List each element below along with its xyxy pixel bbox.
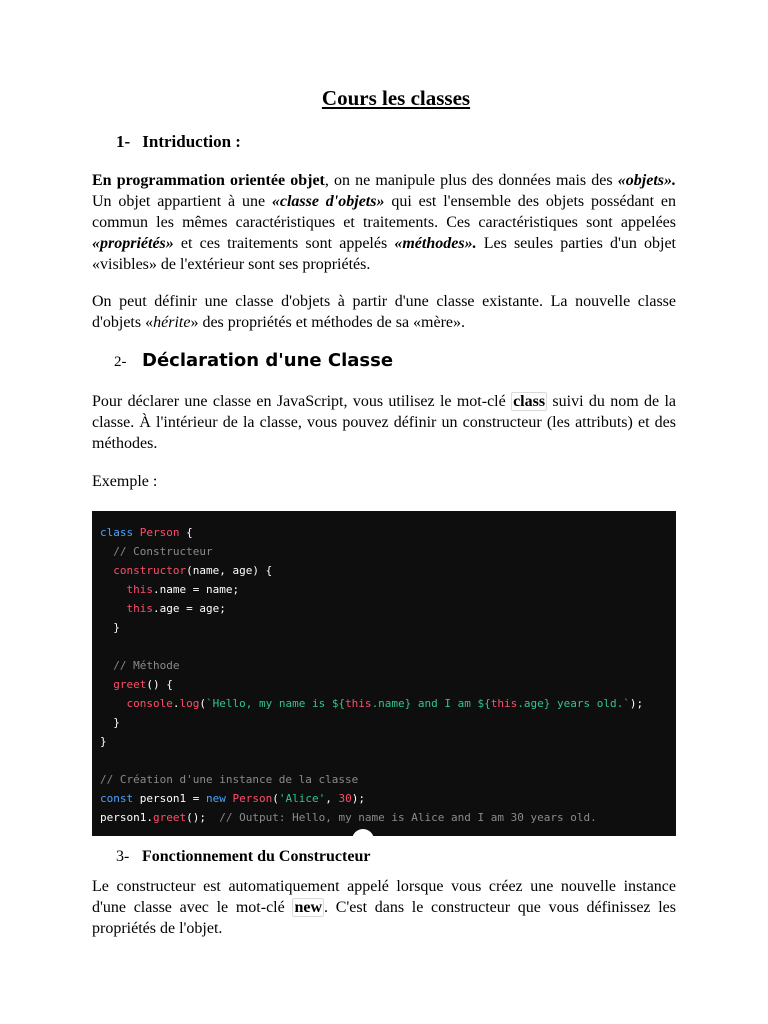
code-token: , — [325, 792, 339, 805]
code-line — [100, 618, 643, 637]
code-token — [100, 583, 127, 596]
code-line — [100, 542, 643, 561]
code-token: console — [126, 697, 173, 710]
text-run: On peut définir une classe d'objets à partir d'une classe existante. La nouvelle classe d'objets « — [92, 293, 676, 331]
code-token: (name, age) { — [186, 564, 273, 577]
code-token: .age} years old.` — [517, 697, 630, 710]
text-run: Un objet appartient à une — [92, 193, 272, 210]
intro-paragraph-1 — [92, 170, 676, 275]
code-token: log — [179, 697, 200, 710]
code-token: } — [100, 621, 120, 634]
text-run: Les seules parties d'un objet «visibles» de l'extérieur sont ses propriétés. — [92, 235, 676, 273]
constructor-paragraph — [92, 876, 676, 939]
code-token: .age = age; — [153, 602, 226, 615]
code-line — [100, 694, 643, 713]
code-token: } — [100, 716, 120, 729]
code-token: } — [100, 735, 107, 748]
inline-code-class: class — [513, 393, 546, 410]
code-token: class — [100, 526, 134, 539]
code-token: greet — [113, 678, 147, 691]
code-token: .name} and I am ${ — [371, 697, 491, 710]
code-token: // Création d'une instance de la classe — [100, 773, 359, 786]
example-label: Exemple : — [92, 473, 158, 490]
section-number: 3- — [116, 848, 130, 865]
code-line — [100, 789, 643, 808]
code-token: { — [179, 526, 193, 539]
code-token: ); — [351, 792, 365, 805]
code-line — [100, 770, 643, 789]
code-line — [100, 637, 643, 656]
emphasis-term: «méthodes». — [394, 235, 477, 252]
code-token — [100, 545, 113, 558]
text-run: Pour déclarer une classe en JavaScript, vous utilisez le mot-clé — [92, 393, 512, 410]
section-heading-text: Déclaration d'une Classe — [142, 350, 394, 371]
bold-term: En programmation orientée objet — [92, 172, 325, 189]
section-heading-constructor — [116, 848, 370, 866]
code-token: this — [126, 583, 153, 596]
code-token: 30 — [338, 792, 352, 805]
code-token: Person — [139, 526, 180, 539]
code-line — [100, 808, 643, 827]
code-token: const — [100, 792, 134, 805]
emphasis-term: «propriétés» — [92, 235, 174, 252]
code-line — [100, 580, 643, 599]
overlay-circle — [352, 829, 374, 836]
emphasis-term: hérite — [153, 314, 191, 331]
code-token: this — [126, 602, 153, 615]
code-line — [100, 713, 643, 732]
code-token: // Méthode — [113, 659, 180, 672]
declaration-paragraph — [92, 391, 676, 454]
code-token: person1. — [100, 811, 153, 824]
text-run: suivi du nom de la classe. À l'intérieur de la classe, vous pouvez définir un constructeur (les attributs) et des méthodes. — [92, 393, 677, 452]
code-token: // Constructeur — [113, 545, 213, 558]
code-line — [100, 656, 643, 675]
section-heading-introduction — [116, 132, 241, 152]
text-run: Le constructeur est automatiquement appelé lorsque vous créez une nouvelle instance d'une classe avec le mot-clé — [92, 878, 676, 916]
inline-code-new: new — [294, 899, 322, 916]
code-token — [100, 697, 127, 710]
code-token: . — [172, 697, 180, 710]
section-heading-text: Intriduction : — [142, 132, 241, 151]
code-token: 'Alice' — [278, 792, 326, 805]
text-run: et ces traitements sont appelés — [173, 235, 395, 252]
code-token: // Output: Hello, my name is Alice and I am 30 years old. — [219, 811, 597, 824]
intro-paragraph-2 — [92, 291, 676, 333]
code-lines — [100, 523, 643, 827]
code-token — [100, 678, 113, 691]
code-line — [100, 599, 643, 618]
code-token: this — [345, 697, 372, 710]
code-line — [100, 675, 643, 694]
text-run: » des propriétés et méthodes de sa «mère». — [190, 314, 466, 331]
section-heading-text: Fonctionnement du Constructeur — [142, 848, 371, 865]
code-line — [100, 561, 643, 580]
code-token — [100, 659, 113, 672]
code-token: `Hello, my name is ${ — [205, 697, 346, 710]
emphasis-term: «objets». — [617, 172, 676, 189]
code-token: ); — [629, 697, 644, 710]
code-token — [100, 564, 113, 577]
text-run: , on ne manipule plus des données mais des — [324, 172, 618, 189]
text-run: . C'est dans le constructeur que vous définissez les propriétés de l'objet. — [92, 899, 677, 937]
code-token: () { — [146, 678, 173, 691]
code-token: this — [490, 697, 518, 710]
section-number: 1- — [116, 132, 131, 151]
code-token: greet — [152, 811, 187, 824]
code-line — [100, 732, 643, 751]
code-token: Person — [232, 792, 273, 805]
code-token — [100, 602, 127, 615]
code-token: .name = name; — [153, 583, 240, 596]
code-token: ( — [272, 792, 279, 805]
code-block — [92, 511, 676, 836]
section-heading-declaration — [114, 350, 393, 371]
emphasis-term: «classe d'objets» — [271, 193, 385, 210]
section-number: 2- — [114, 354, 127, 370]
code-line — [100, 523, 643, 542]
text-run: qui est l'ensemble des objets possédant en commun les mêmes caractéristiques et traitements. Ces caractéristiques sont appelées — [92, 193, 677, 231]
code-token: constructor — [113, 564, 187, 577]
code-token: ( — [199, 697, 206, 710]
code-token: (); — [186, 811, 220, 824]
code-token: new — [205, 792, 226, 805]
code-token — [133, 526, 140, 539]
code-line — [100, 751, 643, 770]
code-token: person1 = — [133, 792, 206, 805]
page-title: Cours les classes — [321, 86, 471, 110]
